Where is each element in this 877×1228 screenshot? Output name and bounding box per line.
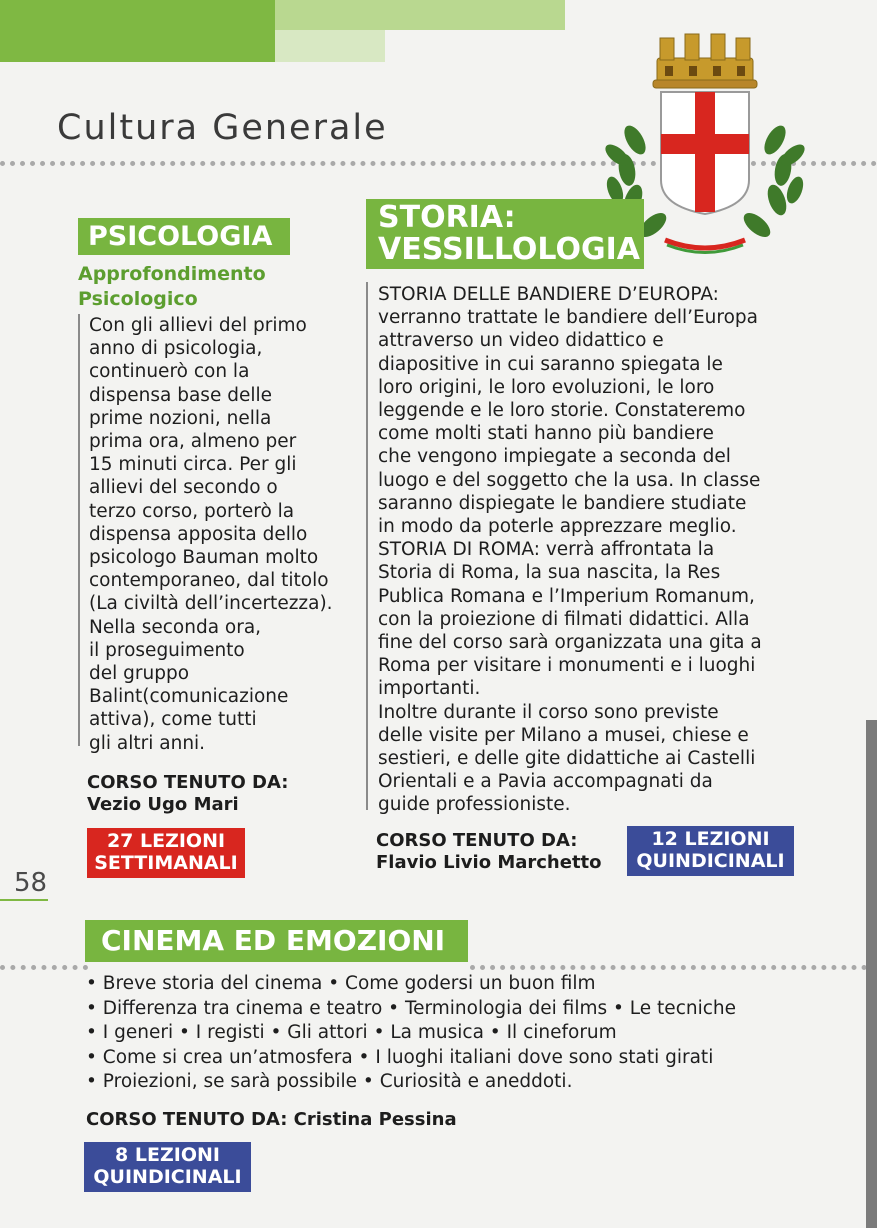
text-line: 15 minuti circa. Per gli	[89, 454, 297, 476]
text-line: con la proiezione di filmati didattici. Alla	[378, 608, 750, 630]
page-title: Cultura Generale	[57, 108, 388, 148]
psicologia-body	[89, 314, 369, 755]
teacher-name: Vezio Ugo Mari	[87, 794, 239, 815]
psicologia-lessons-badge	[87, 828, 245, 878]
psicologia-course	[87, 772, 288, 816]
storia-title-line: VESSILLOLOGIA	[378, 232, 640, 267]
text-line: saranno dispiegate le bandiere studiate	[378, 492, 747, 514]
badge-line: 8 LEZIONI	[115, 1144, 220, 1166]
storia-rule	[366, 282, 368, 810]
text-line: Inoltre durante il corso sono previste	[378, 701, 719, 723]
text-line: che vengono impiegate a seconda del	[378, 446, 731, 468]
text-line: continuerò con la	[89, 361, 250, 383]
text-line: attiva), come tutti	[89, 709, 257, 731]
text-line: anno di psicologia,	[89, 338, 263, 360]
badge-line: QUINDICINALI	[636, 850, 785, 872]
text-line: guide professioniste.	[378, 794, 571, 816]
cinema-title: CINEMA ED EMOZIONI	[85, 920, 468, 962]
storia-title	[366, 199, 644, 269]
text-line: Orientali e a Pavia accompagnati da	[378, 771, 713, 793]
text-line: • Come si crea un’atmosfera • I luoghi italiani dove sono stati girati	[86, 1046, 714, 1068]
text-line: Nella seconda ora,	[89, 616, 262, 638]
psicologia-subtitle-line: Approfondimento	[78, 263, 266, 285]
badge-line: 12 LEZIONI	[651, 828, 770, 850]
text-line: luogo e del soggetto che la usa. In classe	[378, 469, 761, 491]
text-line: Storia di Roma, la sua nascita, la Res	[378, 562, 721, 584]
course-label: CORSO TENUTO DA:	[87, 772, 289, 793]
page-number-underline	[0, 899, 48, 901]
text-line: come molti stati hanno più bandiere	[378, 423, 714, 445]
page-number: 58	[14, 868, 48, 898]
text-line: contemporaneo, dal titolo	[89, 570, 329, 592]
text-line: Con gli allievi del primo	[89, 315, 307, 336]
text-line: (La civiltà dell’incertezza).	[89, 593, 333, 615]
psicologia-subtitle	[78, 262, 266, 312]
storia-title-line: STORIA:	[378, 200, 516, 235]
dotted-divider-right	[470, 965, 877, 970]
text-line: loro origini, le loro evoluzioni, le loro	[378, 376, 715, 398]
text-line: Roma per visitare i monumenti e i luoghi	[378, 655, 756, 677]
text-line: Publica Romana e l’Imperium Romanum,	[378, 585, 755, 607]
psicologia-rule	[78, 314, 80, 746]
text-line: il proseguimento	[89, 639, 245, 661]
badge-line: 27 LEZIONI	[106, 830, 226, 852]
text-line: diapositive in cui saranno spiegata le	[378, 353, 723, 375]
text-line: attraverso un video didattico e	[378, 330, 664, 352]
text-line: STORIA DI ROMA: verrà affrontata la	[378, 539, 715, 561]
page-binding-edge	[866, 720, 877, 1228]
text-line: prime nozioni, nella	[89, 407, 272, 429]
text-line: delle visite per Milano a musei, chiese e	[378, 724, 749, 746]
text-line: STORIA DELLE BANDIERE D’EUROPA:	[378, 284, 719, 305]
badge-line: QUINDICINALI	[93, 1166, 242, 1188]
text-line: fine del corso sarà organizzata una gita a	[378, 632, 762, 654]
cinema-lessons-badge	[84, 1142, 251, 1192]
psicologia-subtitle-line: Psicologico	[78, 288, 198, 310]
dotted-divider-left	[0, 965, 88, 970]
teacher-name: Flavio Livio Marchetto	[376, 852, 602, 873]
top-decor-bar-pale	[275, 30, 385, 62]
text-line: dispensa base delle	[89, 384, 272, 406]
text-line: Balint(comunicazione	[89, 686, 289, 708]
text-line: importanti.	[378, 678, 481, 700]
text-line: gli altri anni.	[89, 732, 206, 754]
text-line: • Breve storia del cinema • Come godersi un buon film	[86, 973, 596, 994]
text-line: allievi del secondo o	[89, 477, 278, 499]
cinema-topics-list	[86, 972, 736, 1095]
storia-lessons-badge	[627, 826, 794, 876]
top-decor-bar-light	[275, 0, 565, 30]
text-line: • Differenza tra cinema e teatro • Terminologia dei films • Le tecniche	[86, 997, 737, 1019]
text-line: • I generi • I registi • Gli attori • La musica • Il cineforum	[86, 1022, 617, 1043]
cinema-course: CORSO TENUTO DA: Cristina Pessina	[86, 1109, 457, 1130]
psicologia-title: PSICOLOGIA	[78, 218, 290, 255]
course-label: CORSO TENUTO DA:	[376, 830, 578, 851]
text-line: sestieri, e delle gite didattiche ai Castelli	[378, 748, 756, 770]
storia-course	[376, 830, 602, 874]
text-line: psicologo Bauman molto	[89, 547, 319, 569]
badge-line: SETTIMANALI	[94, 852, 238, 874]
text-line: del gruppo	[89, 663, 190, 685]
storia-body	[378, 283, 808, 817]
text-line: dispensa apposita dello	[89, 523, 308, 545]
text-line: prima ora, almeno per	[89, 431, 297, 453]
top-decor-bar	[0, 0, 275, 62]
text-line: verranno trattate le bandiere dell’Europa	[378, 307, 758, 329]
text-line: leggende e le loro storie. Constateremo	[378, 400, 746, 422]
text-line: in modo da poterle apprezzare meglio.	[378, 516, 737, 538]
text-line: • Proiezioni, se sarà possibile • Curiosità e aneddoti.	[86, 1071, 573, 1092]
text-line: terzo corso, porterò la	[89, 500, 295, 522]
